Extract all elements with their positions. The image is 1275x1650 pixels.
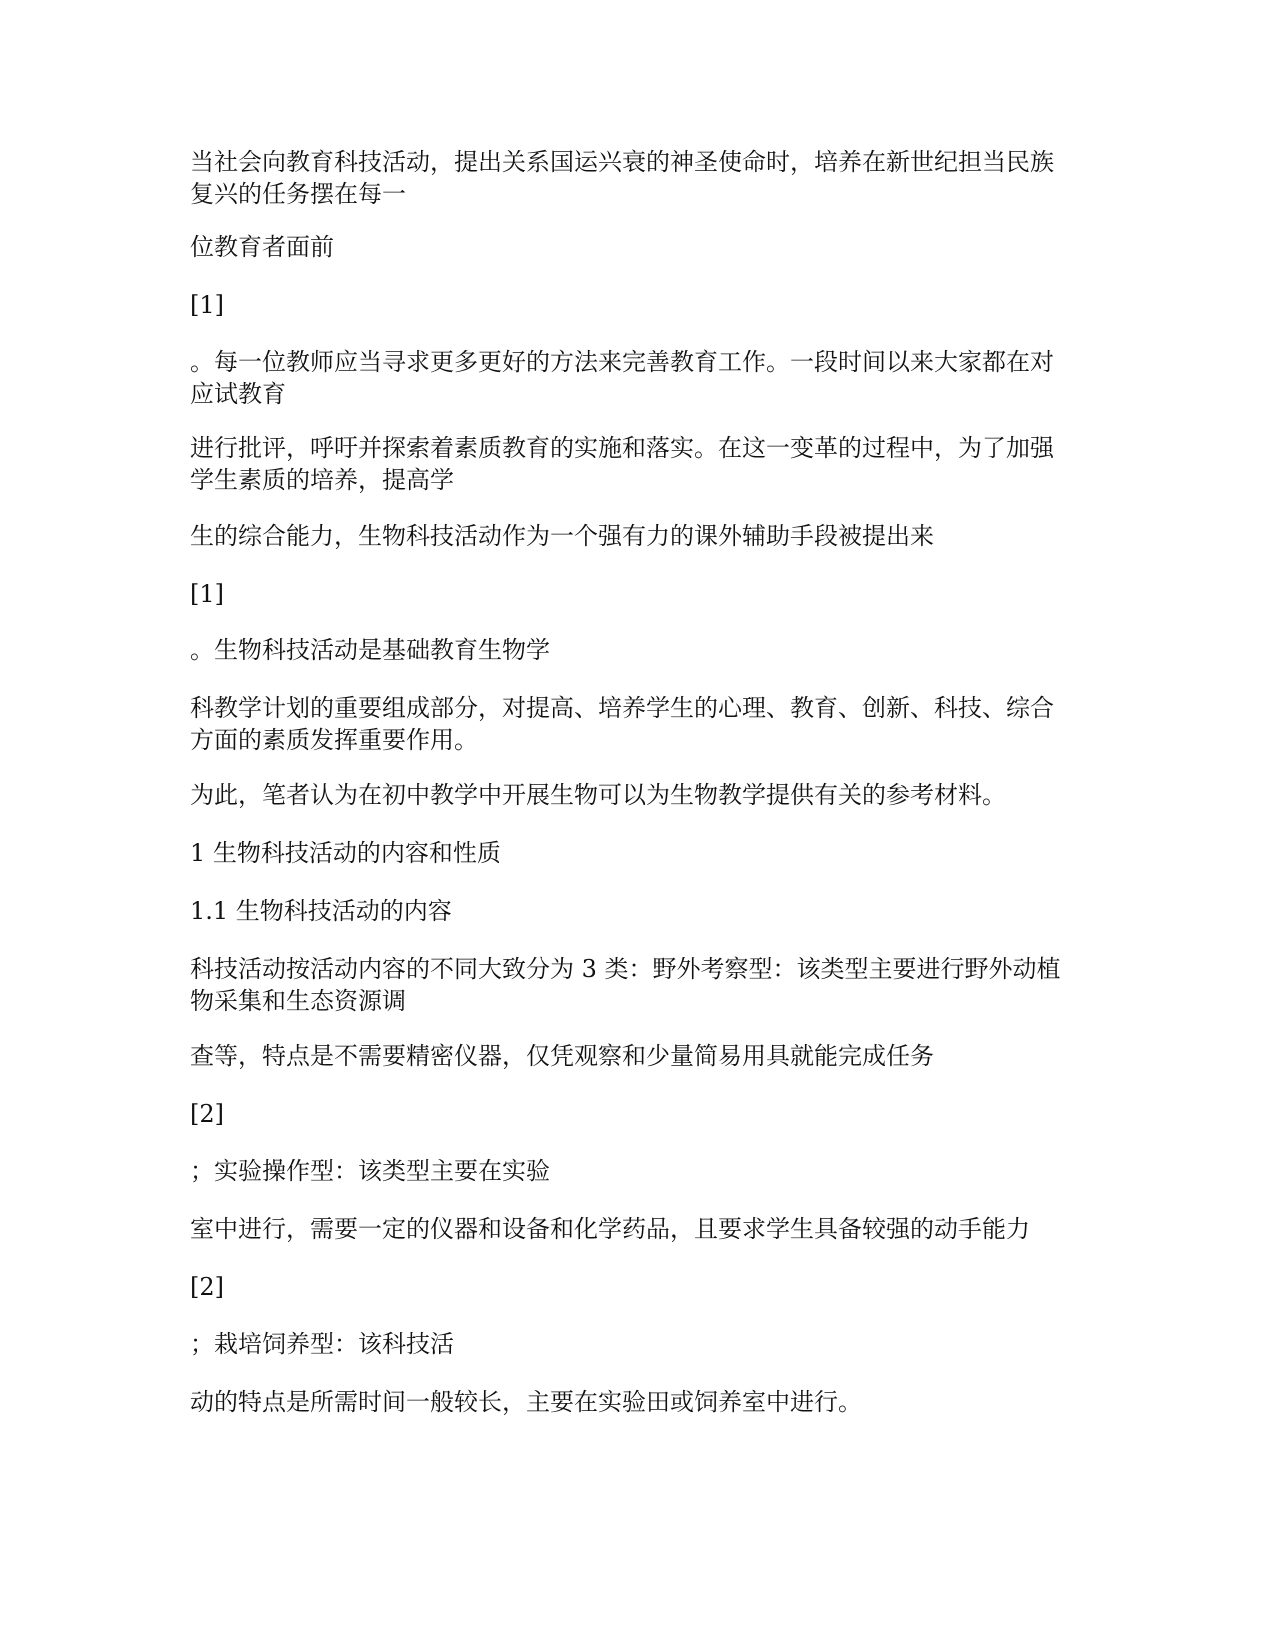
text-line: ；实验操作型：该类型主要在实验 <box>190 1157 550 1185</box>
text-line: 科教学计划的重要组成部分，对提高、培养学生的心理、教育、创新、科技、综合 <box>190 694 1054 722</box>
citation-marker <box>190 1271 1100 1303</box>
text-line: 应试教育 <box>190 380 286 408</box>
citation-marker <box>190 289 1100 321</box>
text-line: 复兴的任务摆在每一 <box>190 180 406 208</box>
paragraph-17 <box>190 1213 1100 1245</box>
text-line: 位教育者面前 <box>190 233 334 261</box>
citation-text: [2] <box>190 1100 224 1128</box>
citation-marker <box>190 1098 1100 1130</box>
citation-text: [1] <box>190 580 224 608</box>
text-line: 进行批评，呼吁并探索着素质教育的实施和落实。在这一变革的过程中，为了加强 <box>190 434 1054 462</box>
text-line: 科技活动按活动内容的不同大致分为 3 类：野外考察型：该类型主要进行野外动植 <box>190 955 1061 983</box>
heading-text: 1.1 生物科技活动的内容 <box>190 897 452 925</box>
paragraph-19 <box>190 1328 1100 1360</box>
text-line: 物采集和生态资源调 <box>190 987 406 1015</box>
text-line: 生的综合能力，生物科技活动作为一个强有力的课外辅助手段被提出来 <box>190 522 934 550</box>
citation-text: [2] <box>190 1273 224 1301</box>
citation-marker <box>190 578 1100 610</box>
text-line: 。生物科技活动是基础教育生物学 <box>190 636 550 664</box>
text-line: ；栽培饲养型：该科技活 <box>190 1330 454 1358</box>
text-line: 。每一位教师应当寻求更多更好的方法来完善教育工作。一段时间以来大家都在对 <box>190 348 1054 376</box>
paragraph-16 <box>190 1155 1100 1187</box>
text-line: 动的特点是所需时间一般较长，主要在实验田或饲养室中进行。 <box>190 1388 862 1416</box>
paragraph-8 <box>190 634 1100 666</box>
paragraph-13 <box>190 953 1100 1017</box>
text-line: 学生素质的培养，提高学 <box>190 466 454 494</box>
section-heading-1-1 <box>190 895 1100 927</box>
paragraph-14 <box>190 1040 1100 1072</box>
paragraph-20 <box>190 1386 1100 1418</box>
section-heading-1 <box>190 837 1100 869</box>
text-line: 为此，笔者认为在初中教学中开展生物可以为生物教学提供有关的参考材料。 <box>190 781 1006 809</box>
text-line: 查等，特点是不需要精密仪器，仅凭观察和少量简易用具就能完成任务 <box>190 1042 934 1070</box>
paragraph-9 <box>190 692 1100 756</box>
paragraph-5 <box>190 432 1100 496</box>
paragraph-2 <box>190 231 1100 263</box>
heading-text: 1 生物科技活动的内容和性质 <box>190 839 501 867</box>
citation-text: [1] <box>190 291 224 319</box>
text-line: 方面的素质发挥重要作用。 <box>190 726 478 754</box>
text-line: 当社会向教育科技活动，提出关系国运兴衰的神圣使命时，培养在新世纪担当民族 <box>190 148 1054 176</box>
paragraph-6 <box>190 520 1100 552</box>
text-line: 室中进行，需要一定的仪器和设备和化学药品，且要求学生具备较强的动手能力 <box>190 1215 1030 1243</box>
paragraph-10 <box>190 779 1100 811</box>
paragraph-4 <box>190 346 1100 410</box>
paragraph-intro <box>190 146 1100 210</box>
